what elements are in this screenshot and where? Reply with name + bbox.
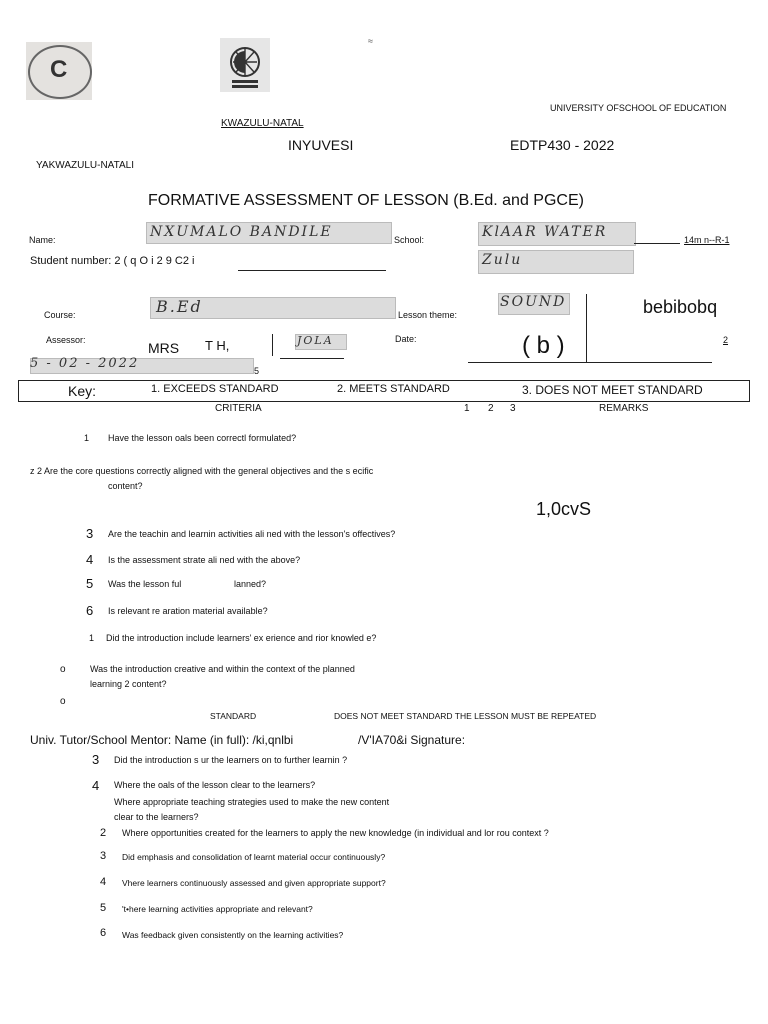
kwazulu-natal-label: KWAZULU-NATAL (221, 118, 304, 129)
university-school-label: UNIVERSITY OFSCHOOL OF EDUCATION (550, 103, 727, 113)
col-1-header: 1 (464, 403, 470, 414)
header-dot: ≈ (368, 36, 373, 46)
date-label: Date: (395, 334, 417, 344)
item-2-text: z 2 Are the core questions correctly aligned with the general objectives and the s ecific (30, 466, 374, 476)
col-2-header: 2 (488, 403, 494, 414)
theme-divider (586, 294, 587, 362)
item-1-number: 1 (84, 433, 90, 443)
item-k4-text: Where the oals of the lesson clear to the learners? (114, 780, 316, 790)
school-value: KlAAR WATER (482, 224, 608, 240)
item-5-text: Was the lesson ful (108, 579, 182, 589)
item-k4-text-2: Where appropriate teaching strategies used to make the new content (114, 797, 390, 807)
logo-emblem-icon (220, 38, 270, 92)
remark-value: 1,0cvS (536, 499, 592, 519)
item-5-text-cont: lanned? (234, 579, 267, 589)
key-does-not-meet: 3. DOES NOT MEET STANDARD (522, 383, 703, 397)
remarks-header: REMARKS (599, 403, 649, 414)
name-label: Name: (29, 235, 56, 245)
theme-value: SOUND (500, 294, 567, 310)
date-paren: ( b ) (522, 332, 565, 359)
intro-3-bullet: o (60, 696, 66, 707)
intro-1-text: Did the introduction include learners' ex erience and rior knowled e? (106, 633, 377, 643)
student-number-underline (238, 270, 386, 271)
key-meets: 2. MEETS STANDARD (337, 383, 450, 395)
item-3-number: 3 (86, 526, 94, 541)
date-value: 5 - 02 - 2022 (30, 356, 140, 371)
item-m5-text: 't•here learning activities appropriate and relevant? (122, 904, 313, 914)
school-note: 14m n--R-1 (684, 235, 730, 245)
item-5-number: 5 (86, 576, 94, 591)
course-label: Course: (44, 310, 76, 320)
key-label: Key: (68, 383, 97, 399)
item-6-text: Is relevant re aration material available? (108, 606, 268, 616)
course-value: B.Ed (156, 297, 203, 316)
student-number-label: Student number: 2 ( q O i 2 9 C2 i (30, 255, 195, 267)
item-k4-text-3: clear to the learners? (114, 812, 199, 822)
item-m2-number: 2 (100, 827, 107, 839)
signature-line: /V'IA70&i Signature: (358, 733, 466, 747)
assessor-underline (280, 358, 344, 359)
page-title: FORMATIVE ASSESSMENT OF LESSON (B.Ed. and PGCE) (148, 192, 584, 209)
item-2-text-cont: content? (108, 481, 143, 491)
intro-1-number: 1 (89, 633, 95, 643)
item-m3-number: 3 (100, 850, 107, 862)
item-k4-number: 4 (92, 778, 100, 793)
assessor-hand: JOLA (297, 334, 334, 347)
yakwazulu-label: YAKWAZULU-NATALI (36, 160, 134, 171)
standard-label: STANDARD (210, 711, 257, 721)
assessor-label: Assessor: (46, 335, 86, 345)
item-m3-text: Did emphasis and consolidation of learnt material occur continuously? (122, 852, 386, 862)
intro-2-text-cont: learning 2 content? (90, 679, 167, 689)
item-k3-number: 3 (92, 752, 100, 767)
course-code-label: EDTP430 - 2022 (510, 137, 615, 153)
school-underline (634, 243, 680, 244)
date-num: 2 (723, 335, 729, 345)
item-4-text: Is the assessment strate ali ned with the above? (108, 555, 301, 565)
inyuvesi-label: INYUVESI (288, 137, 354, 153)
date-suffix: 5 (254, 366, 260, 376)
circle-c-stamp (26, 42, 92, 100)
mentor-name-line: Univ. Tutor/School Mentor: Name (in full): /ki,qnlbi (30, 733, 294, 747)
name-value: NXUMALO BANDILE (150, 224, 333, 240)
col-3-header: 3 (510, 403, 516, 414)
item-m4-text: Vhere learners continuously assessed and given appropriate support? (122, 878, 386, 888)
item-k3-text: Did the introduction s ur the learners on to further learnin ? (114, 755, 348, 765)
item-m6-number: 6 (100, 927, 107, 939)
intro-2-bullet: o (60, 664, 66, 675)
lesson-theme-label: Lesson theme: (398, 310, 458, 320)
item-3-text: Are the teachin and learnin activities ali ned with the lesson's offectives? (108, 529, 396, 539)
key-exceeds: 1. EXCEEDS STANDARD (151, 383, 279, 395)
item-m6-text: Was feedback given consistently on the learning activities? (122, 930, 344, 940)
assessor-initials: T H, (205, 338, 230, 353)
criteria-header: CRITERIA (215, 403, 262, 414)
item-1-text: Have the lesson oals been correctl formulated? (108, 433, 297, 443)
intro-2-text: Was the introduction creative and within the context of the planned (90, 664, 355, 674)
assessor-value: MRS (148, 340, 180, 356)
item-6-number: 6 (86, 603, 94, 618)
university-logo (220, 38, 270, 92)
theme-extra: bebibobq (643, 297, 718, 317)
item-m5-number: 5 (100, 902, 107, 914)
repeat-label: DOES NOT MEET STANDARD THE LESSON MUST BE REPEATED (334, 711, 597, 721)
item-4-number: 4 (86, 552, 94, 567)
assessor-divider (272, 334, 273, 356)
item-m2-text: Where opportunities created for the learners to apply the new knowledge (in individual and lor rou context ? (122, 828, 549, 838)
stamp-letter: C (50, 56, 68, 83)
date-underline (468, 362, 712, 363)
school-label: School: (394, 235, 425, 245)
item-m4-number: 4 (100, 876, 107, 888)
zulu-value: Zulu (482, 252, 523, 268)
